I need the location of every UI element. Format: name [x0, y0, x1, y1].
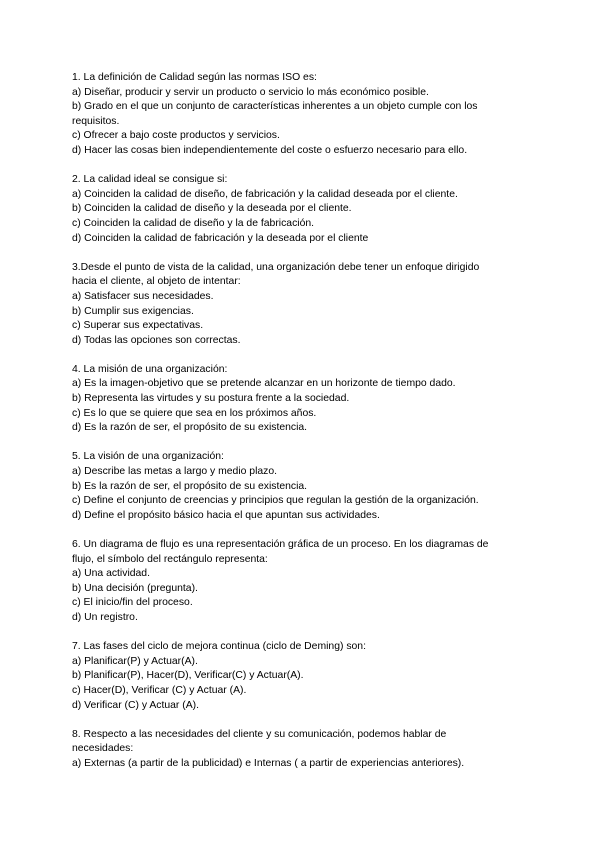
question-stem-continued: hacia el cliente, al objeto de intentar: [72, 276, 241, 288]
answer-option-a: a) Diseñar, producir y servir un producto o servicio lo más económico posible. [72, 86, 429, 98]
answer-option-d: d) Todas las opciones son correctas. [72, 334, 241, 346]
answer-option-c: c) Coinciden la calidad de diseño y la de fabricación. [72, 217, 315, 229]
question-stem: 5. La visión de una organización: [72, 451, 224, 463]
answer-option-d: d) Hacer las cosas bien independientemente del coste o esfuerzo necesario para ello. [72, 144, 468, 156]
answer-option-a: a) Planificar(P) y Actuar(A). [72, 655, 198, 667]
question-stem: 4. La misión de una organización: [72, 363, 228, 375]
question-2 [72, 173, 532, 246]
answer-option-a: a) Coinciden la calidad de diseño, de fabricación y la calidad deseada por el cliente. [72, 188, 458, 200]
question-6 [72, 538, 532, 626]
answer-option-a: a) Externas (a partir de la publicidad) e Internas ( a partir de experiencias anteriores). [72, 757, 465, 769]
answer-option-b: b) Una decisión (pregunta). [72, 582, 198, 594]
answer-option-a: a) Una actividad. [72, 568, 150, 580]
question-8 [72, 728, 532, 772]
answer-option-b-continued: requisitos. [72, 115, 120, 127]
answer-option-c: c) El inicio/fin del proceso. [72, 597, 193, 609]
question-stem: 8. Respecto a las necesidades del cliente y su comunicación, podemos hablar de [72, 728, 447, 740]
answer-option-c: c) Ofrecer a bajo coste productos y servicios. [72, 130, 280, 142]
question-stem: 7. Las fases del ciclo de mejora continua (ciclo de Deming) son: [72, 641, 366, 653]
question-stem: 2. La calidad ideal se consigue si: [72, 174, 228, 186]
question-4 [72, 363, 532, 436]
answer-option-b: b) Coinciden la calidad de diseño y la deseada por el cliente. [72, 203, 352, 215]
question-stem-continued: necesidades: [72, 743, 134, 755]
answer-option-c: c) Define el conjunto de creencias y principios que regulan la gestión de la organización. [72, 495, 479, 507]
answer-option-d: d) Verificar (C) y Actuar (A). [72, 699, 200, 711]
answer-option-b: b) Planificar(P), Hacer(D), Verificar(C) y Actuar(A). [72, 670, 304, 682]
answer-option-d: d) Un registro. [72, 611, 138, 623]
answer-option-c: c) Superar sus expectativas. [72, 320, 204, 332]
question-1 [72, 71, 532, 159]
answer-option-b: b) Es la razón de ser, el propósito de su existencia. [72, 480, 308, 492]
question-stem: 1. La definición de Calidad según las normas ISO es: [72, 72, 317, 83]
document-page [72, 71, 532, 786]
question-5 [72, 450, 532, 523]
answer-option-b: b) Grado en el que un conjunto de características inherentes a un objeto cumple con los [72, 101, 478, 113]
question-stem-continued: flujo, el símbolo del rectángulo representa: [72, 553, 268, 565]
answer-option-d: d) Coinciden la calidad de fabricación y la deseada por el cliente [72, 232, 369, 244]
question-stem: 3.Desde el punto de vista de la calidad, una organización debe tener un enfoque dirigido [72, 261, 480, 273]
answer-option-a: a) Satisfacer sus necesidades. [72, 290, 214, 302]
answer-option-a: a) Describe las metas a largo y medio plazo. [72, 466, 278, 478]
answer-option-b: b) Cumplir sus exigencias. [72, 305, 194, 317]
question-3 [72, 261, 532, 349]
answer-option-a: a) Es la imagen-objetivo que se pretende alcanzar en un horizonte de tiempo dado. [72, 378, 456, 390]
question-stem: 6. Un diagrama de flujo es una representación gráfica de un proceso. En los diagramas de [72, 539, 489, 550]
answer-option-d: d) Define el propósito básico hacia el que apuntan sus actividades. [72, 509, 380, 521]
answer-option-c: c) Hacer(D), Verificar (C) y Actuar (A). [72, 684, 247, 696]
answer-option-c: c) Es lo que se quiere que sea en los próximos años. [72, 407, 317, 419]
answer-option-d: d) Es la razón de ser, el propósito de su existencia. [72, 422, 308, 434]
question-7 [72, 640, 532, 713]
answer-option-b: b) Representa las virtudes y su postura frente a la sociedad. [72, 393, 350, 405]
